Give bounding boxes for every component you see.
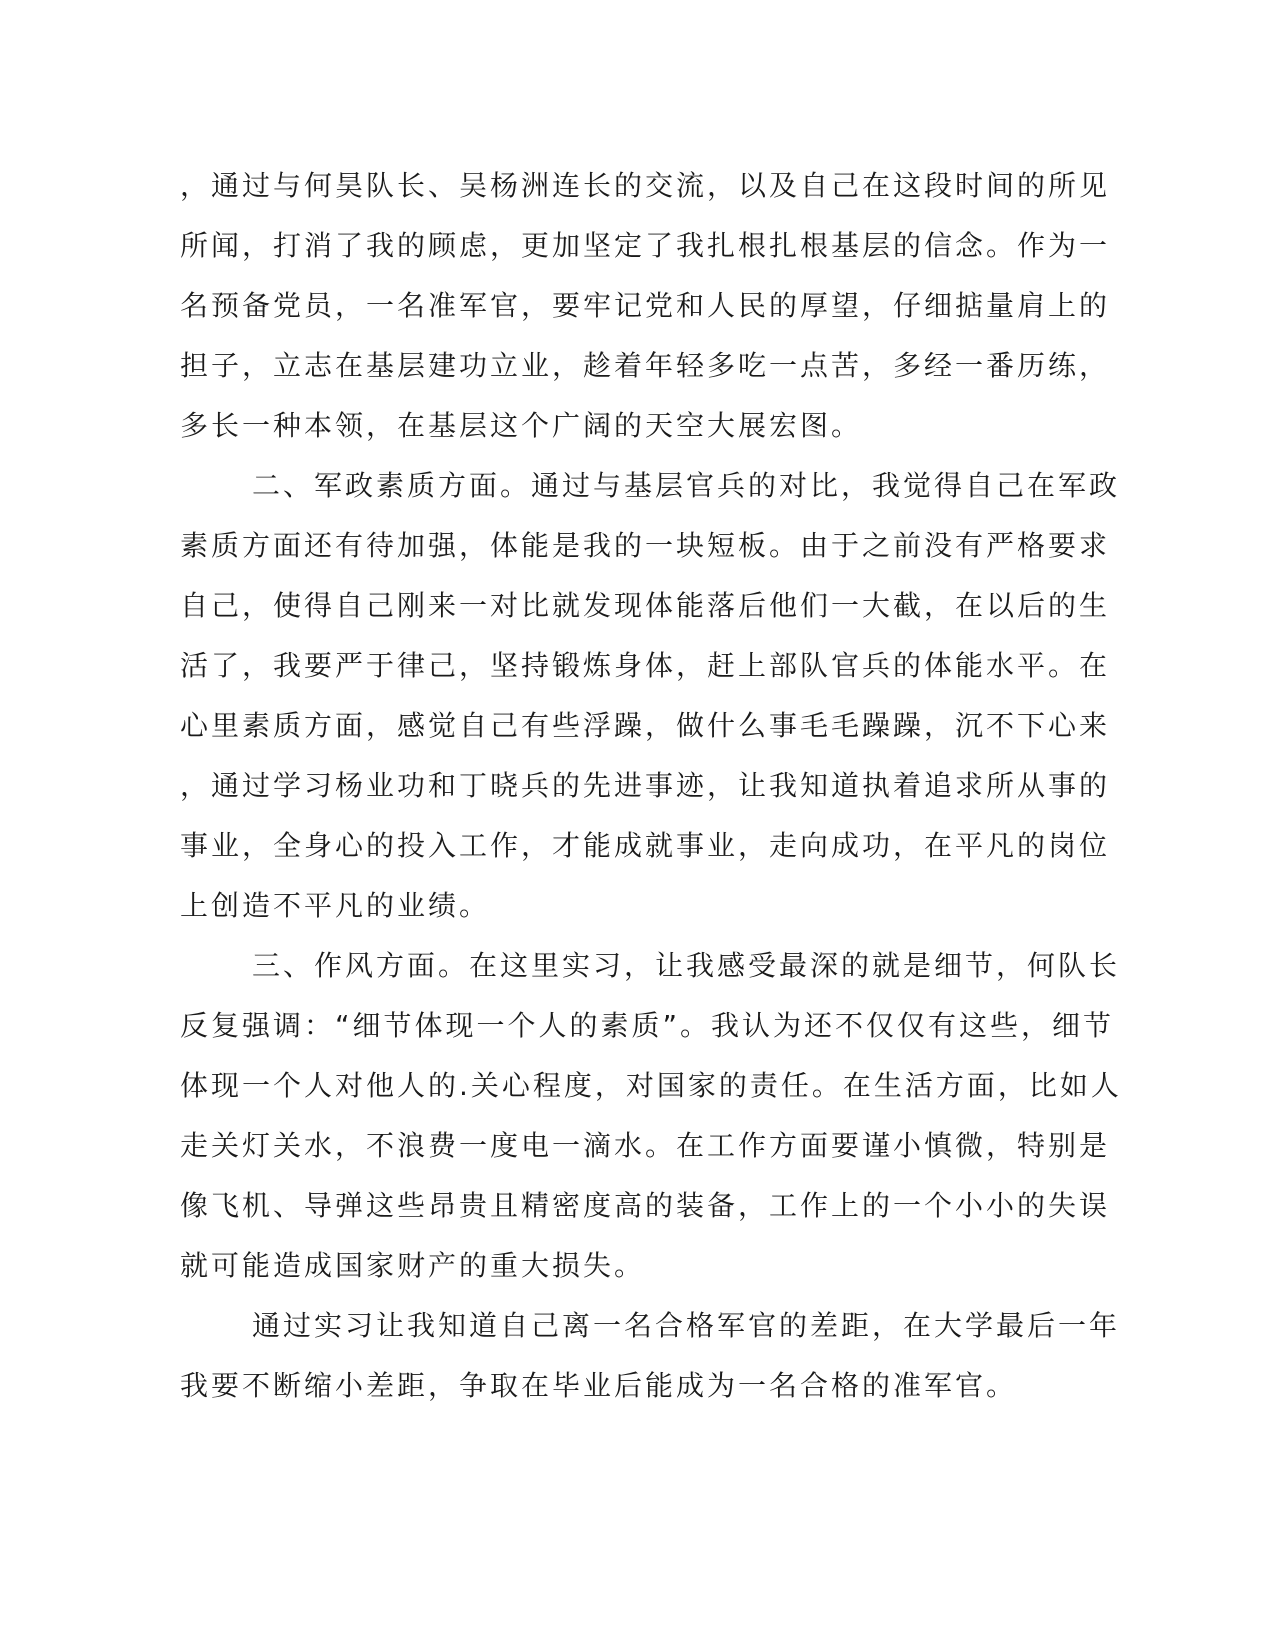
text-line: 活了，我要严于律己，坚持锻炼身体，赶上部队官兵的体能水平。在 <box>180 649 1111 682</box>
text-line: 反复强调：“细节体现一个人的素质”。我认为还不仅仅有这些，细节 <box>180 1009 1115 1042</box>
text-line: 素质方面还有待加强，体能是我的一块短板。由于之前没有严格要求 <box>180 529 1111 562</box>
text-line: 心里素质方面，感觉自己有些浮躁，做什么事毛毛躁躁，沉不下心来 <box>180 709 1111 742</box>
text-line: 就可能造成国家财产的重大损失。 <box>180 1249 646 1282</box>
text-line: 上创造不平凡的业绩。 <box>180 889 491 922</box>
text-line: 我要不断缩小差距，争取在毕业后能成为一名合格的准军官。 <box>180 1369 1018 1402</box>
text-line: 自己，使得自己刚来一对比就发现体能落后他们一大截，在以后的生 <box>180 589 1111 622</box>
text-line: 体现一个人对他人的.关心程度，对国家的责任。在生活方面，比如人 <box>180 1069 1122 1102</box>
text-line: 像飞机、导弹这些昂贵且精密度高的装备，工作上的一个小小的失误 <box>180 1189 1111 1222</box>
paragraph-1 <box>180 156 1111 456</box>
text-line: 走关灯关水，不浪费一度电一滴水。在工作方面要谨小慎微，特别是 <box>180 1129 1111 1162</box>
text-line: ，通过与何昊队长、吴杨洲连长的交流，以及自己在这段时间的所见 <box>180 169 1111 202</box>
document-body <box>180 156 1122 1416</box>
text-line: 二、军政素质方面。通过与基层官兵的对比，我觉得自己在军政 <box>252 469 1121 502</box>
text-line: 事业，全身心的投入工作，才能成就事业，走向成功，在平凡的岗位 <box>180 829 1111 862</box>
text-line: 担子，立志在基层建功立业，趁着年轻多吃一点苦，多经一番历练， <box>180 349 1111 382</box>
paragraph-2 <box>180 456 1121 936</box>
text-line: 多长一种本领，在基层这个广阔的天空大展宏图。 <box>180 409 863 442</box>
text-line: 名预备党员，一名准军官，要牢记党和人民的厚望，仔细掂量肩上的 <box>180 289 1111 322</box>
text-line: 三、作风方面。在这里实习，让我感受最深的就是细节，何队长 <box>252 949 1121 982</box>
text-line: ，通过学习杨业功和丁晓兵的先进事迹，让我知道执着追求所从事的 <box>180 769 1111 802</box>
paragraph-3 <box>180 936 1122 1296</box>
text-line: 通过实习让我知道自己离一名合格军官的差距，在大学最后一年 <box>252 1309 1121 1342</box>
text-line: 所闻，打消了我的顾虑，更加坚定了我扎根扎根基层的信念。作为一 <box>180 229 1111 262</box>
paragraph-4 <box>180 1296 1121 1416</box>
